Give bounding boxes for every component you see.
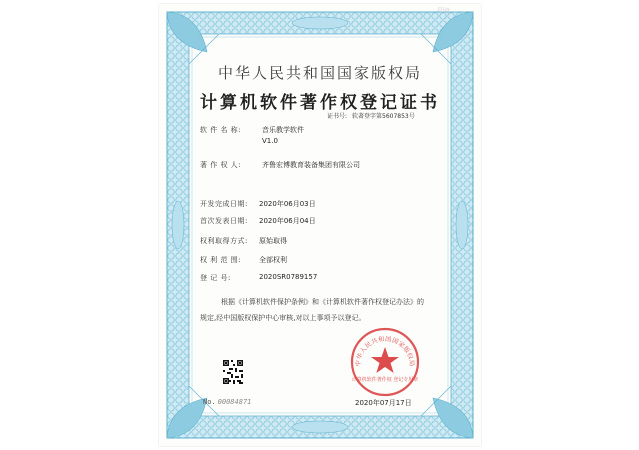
certificate-number xyxy=(327,111,415,120)
field-label-completion-date: 开发完成日期: xyxy=(200,200,248,208)
certificate-title: 计算机软件著作权登记证书 xyxy=(200,93,440,113)
field-value-publish-date: 2020年06月04日 xyxy=(259,217,316,225)
field-label-rights-scope: 权 利 范 围: xyxy=(200,256,242,264)
field-label-registration-no: 登 记 号: xyxy=(200,274,231,282)
field-label-acquisition-method: 权利取得方式: xyxy=(200,237,248,245)
field-label-software-name: 软 件 名 称: xyxy=(200,126,242,134)
field-value-software-version: V1.0 xyxy=(262,137,278,145)
statement-line-2: 规定,经中国版权保护中心审核,对以上事项予以登记。 xyxy=(200,314,366,322)
field-label-copyright-owner: 著 作 权 人: xyxy=(200,161,242,169)
field-value-completion-date: 2020年06月03日 xyxy=(259,200,316,208)
field-value-copyright-owner: 齐鲁宏博教育装备集团有限公司 xyxy=(262,161,360,169)
watermark-text: 印件 xyxy=(436,6,452,16)
seal-outer-text: 中华人民共和国国家版权局 xyxy=(354,335,416,367)
field-value-acquisition-method: 原始取得 xyxy=(259,237,287,245)
cert-no-label: 证书号: xyxy=(327,113,348,120)
qr-code xyxy=(223,360,243,384)
field-value-rights-scope: 全部权利 xyxy=(259,256,287,264)
serial-label: No. xyxy=(203,398,216,406)
field-label-publish-date: 首次发表日期: xyxy=(200,217,248,225)
serial-value: 00084871 xyxy=(217,398,252,406)
field-value-software-name: 音乐教学软件 xyxy=(262,126,304,134)
field-value-registration-no: 2020SR0789157 xyxy=(259,273,318,281)
official-seal xyxy=(349,326,421,398)
cert-no-value: 软著登字第5607853号 xyxy=(352,113,415,120)
issuer-title: 中华人民共和国国家版权局 xyxy=(217,64,422,82)
issue-date: 2020年07月17日 xyxy=(355,399,412,407)
seal-inner-text: 计算机软件著作权 登记专用章 xyxy=(351,377,419,383)
serial-number xyxy=(203,398,251,406)
certificate-page xyxy=(159,4,481,446)
statement-line-1: 根据《计算机软件保护条例》和《计算机软件著作权登记办法》的 xyxy=(221,298,424,306)
